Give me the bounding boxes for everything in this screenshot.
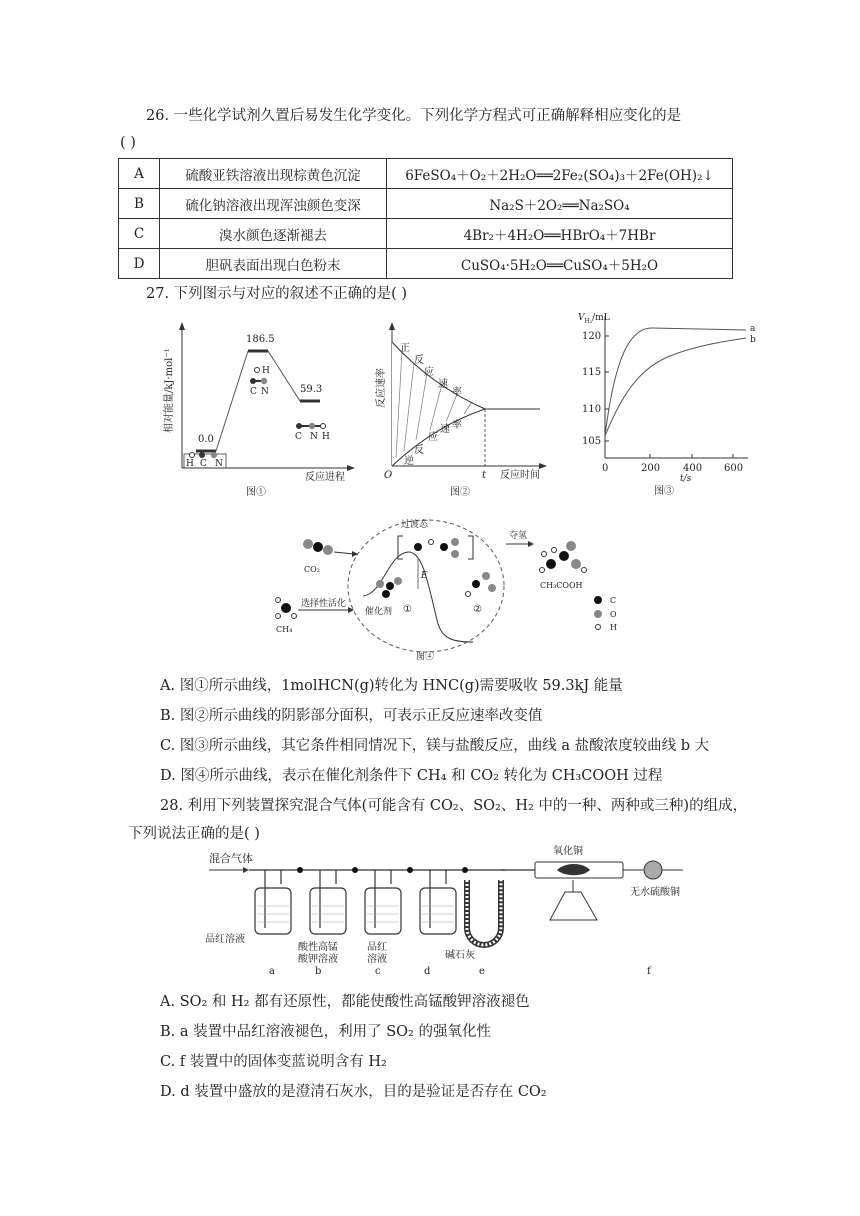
apparatus-letter-c: c: [375, 966, 381, 977]
fig3-ytick-115: 115: [582, 367, 602, 378]
fig4-ch4: CH₄: [276, 625, 293, 634]
fig4-catalyst: 催化剂: [365, 607, 393, 617]
row-equation: 6FeSO₄＋O₂＋2H₂O══2Fe₂(SO₄)₃＋2Fe(OH)₂↓: [387, 159, 733, 189]
q26-stem: 26. 一些化学试剂久置后易发生化学变化。下列化学方程式可正确解释相应变化的是: [146, 108, 682, 124]
fig2-reverse-3: 应: [428, 432, 438, 443]
fig4-product: CH₃COOH: [540, 581, 583, 590]
apparatus-letter-f: f: [647, 966, 651, 977]
fig3-ylabel-unit: /mL: [592, 313, 610, 323]
fig1-caption: 图①: [246, 487, 266, 498]
fig3-xtick-400: 400: [683, 463, 703, 474]
table-row: [119, 219, 733, 249]
q28-option-c: C. f 装置中的固体变蓝说明含有 H₂: [160, 1054, 387, 1070]
fig4-activation-energy: E: [421, 571, 428, 581]
row-letter: C: [119, 219, 160, 249]
fig1-atom-c2: C: [250, 387, 257, 397]
fig2-forward-1: 正: [400, 343, 410, 354]
q28-stem-2: 下列说法正确的是( ): [128, 826, 260, 842]
row-equation: Na₂S＋2O₂══Na₂SO₄: [387, 189, 733, 219]
q28-stem-1: 28. 利用下列装置探究混合气体(可能含有 CO₂、SO₂、H₂ 中的一种、两种或三种)的组成，: [160, 798, 748, 814]
fig2-origin: O: [384, 470, 393, 481]
apparatus-label-e: 碱石灰: [445, 950, 475, 961]
q27-option-a: A. 图①所示曲线，1molHCN(g)转化为 HNC(g)需要吸收 59.3kJ 能量: [160, 678, 623, 694]
apparatus-letter-d: d: [424, 966, 431, 977]
fig1-atom-c3: C: [295, 432, 302, 442]
apparatus-gas-in: 混合气体: [209, 852, 253, 865]
apparatus-label-b1: 酸性高锰: [298, 942, 338, 953]
fig2-t-label: t: [482, 470, 487, 481]
q27-option-d: D. 图④所示曲线，表示在催化剂条件下 CH₄ 和 CO₂ 转化为 CH₃COOH 过程: [160, 768, 663, 784]
fig2-reverse-5: 率: [452, 420, 462, 431]
q27-stem: 27. 下列图示与对应的叙述不正确的是( ): [146, 286, 408, 302]
fig4-step-2: ②: [473, 604, 482, 615]
fig3-ylabel-sub: H₂: [584, 318, 593, 325]
fig2-caption: 图②: [450, 487, 470, 498]
figure-4-mechanism: [268, 514, 648, 664]
fig3-ytick-105: 105: [582, 436, 602, 447]
fig2-forward-2: 反: [414, 355, 424, 366]
fig4-transition-state: 过渡态: [401, 520, 429, 530]
row-description: 硫酸亚铁溶液出现棕黄色沉淀: [160, 159, 387, 189]
fig1-atom-h2: H: [262, 366, 270, 376]
figure-1-energy-diagram: [160, 308, 360, 498]
table-row: [119, 159, 733, 189]
q26-answer-paren: ( ): [120, 135, 136, 151]
apparatus-cuo-label: 氧化铜: [553, 846, 583, 857]
fig3-xtick-0: 0: [602, 463, 609, 474]
apparatus-label-c2: 溶液: [367, 954, 387, 965]
fig2-ylabel: 反应速率: [376, 368, 387, 408]
fig3-xtick-200: 200: [641, 463, 661, 474]
apparatus-letter-e: e: [479, 966, 485, 977]
fig4-legend-o: O: [610, 610, 617, 619]
fig1-atom-n3: N: [310, 432, 318, 442]
row-letter: D: [119, 249, 160, 279]
table-row: [119, 249, 733, 279]
fig1-level-end: 59.3: [300, 384, 323, 395]
fig1-atom-n2: N: [261, 387, 269, 397]
figure-3-volume-chart: [570, 306, 770, 496]
fig2-forward-3: 应: [424, 367, 434, 378]
fig1-ylabel: 相对能量/kJ·mol⁻¹: [164, 348, 175, 433]
row-letter: A: [119, 159, 160, 189]
fig2-reverse-2: 反: [414, 445, 424, 456]
q28-option-a: A. SO₂ 和 H₂ 都有还原性，都能使酸性高锰酸钾溶液褪色: [160, 994, 530, 1010]
table-row: [119, 189, 733, 219]
fig3-ytick-120: 120: [582, 331, 602, 342]
fig3-caption: 图③: [654, 486, 674, 497]
row-letter: B: [119, 189, 160, 219]
row-description: 溴水颜色逐渐褪去: [160, 219, 387, 249]
fig3-xlabel: t/s: [680, 474, 692, 484]
fig1-xlabel: 反应进程: [305, 472, 345, 483]
fig4-grab-hydrogen: 夺氢: [509, 531, 528, 541]
fig2-reverse-4: 速: [440, 424, 450, 435]
fig3-ylabel: V: [578, 313, 585, 323]
q27-option-c: C. 图③所示曲线，其它条件相同情况下，镁与盐酸反应，曲线 a 盐酸浓度较曲线 b 大: [160, 738, 710, 754]
fig1-atom-c1: C: [200, 459, 207, 469]
apparatus-label-b2: 酸钾溶液: [298, 954, 338, 965]
fig2-reverse-1: 逆: [404, 456, 414, 467]
fig3-ytick-110: 110: [582, 404, 602, 415]
apparatus-label-a: 品红溶液: [205, 934, 245, 945]
row-equation: CuSO₄·5H₂O══CuSO₄＋5H₂O: [387, 249, 733, 279]
q28-apparatus-diagram: [205, 840, 705, 975]
fig4-caption: 图④: [416, 652, 435, 662]
figure-2-rate-diagram: [372, 308, 552, 498]
apparatus-letter-b: b: [315, 966, 322, 977]
fig1-atom-h3: H: [322, 432, 330, 442]
fig4-selective-activation: 选择性活化: [301, 599, 347, 609]
fig4-co2: CO₂: [304, 565, 320, 574]
q26-table: [118, 158, 733, 279]
fig1-level-start: 0.0: [198, 434, 214, 445]
apparatus-cuso4-label: 无水硫酸铜: [630, 887, 680, 898]
fig2-xlabel: 反应时间: [500, 470, 540, 481]
fig3-curve-b: b: [750, 335, 756, 345]
fig2-forward-4: 速: [438, 379, 448, 390]
fig4-step-1: ①: [403, 604, 412, 615]
apparatus-label-c1: 品红: [367, 942, 387, 953]
fig3-curve-a: a: [750, 324, 756, 334]
fig1-level-ts: 186.5: [246, 334, 275, 345]
q28-option-b: B. a 装置中品红溶液褪色，利用了 SO₂ 的强氧化性: [160, 1024, 491, 1040]
fig1-atom-n1: N: [215, 459, 223, 469]
fig1-atom-h1: H: [186, 459, 194, 469]
fig3-xtick-600: 600: [724, 463, 744, 474]
row-equation: 4Br₂＋4H₂O══HBrO₄＋7HBr: [387, 219, 733, 249]
q28-option-d: D. d 装置中盛放的是澄清石灰水，目的是验证是否存在 CO₂: [160, 1084, 547, 1100]
fig4-legend-h: H: [610, 623, 617, 632]
fig2-forward-5: 率: [452, 387, 462, 398]
row-description: 胆矾表面出现白色粉末: [160, 249, 387, 279]
q27-option-b: B. 图②所示曲线的阴影部分面积，可表示正反应速率改变值: [160, 708, 543, 724]
row-description: 硫化钠溶液出现浑浊颜色变深: [160, 189, 387, 219]
fig4-legend-c: C: [610, 596, 617, 605]
apparatus-letter-a: a: [269, 966, 275, 977]
